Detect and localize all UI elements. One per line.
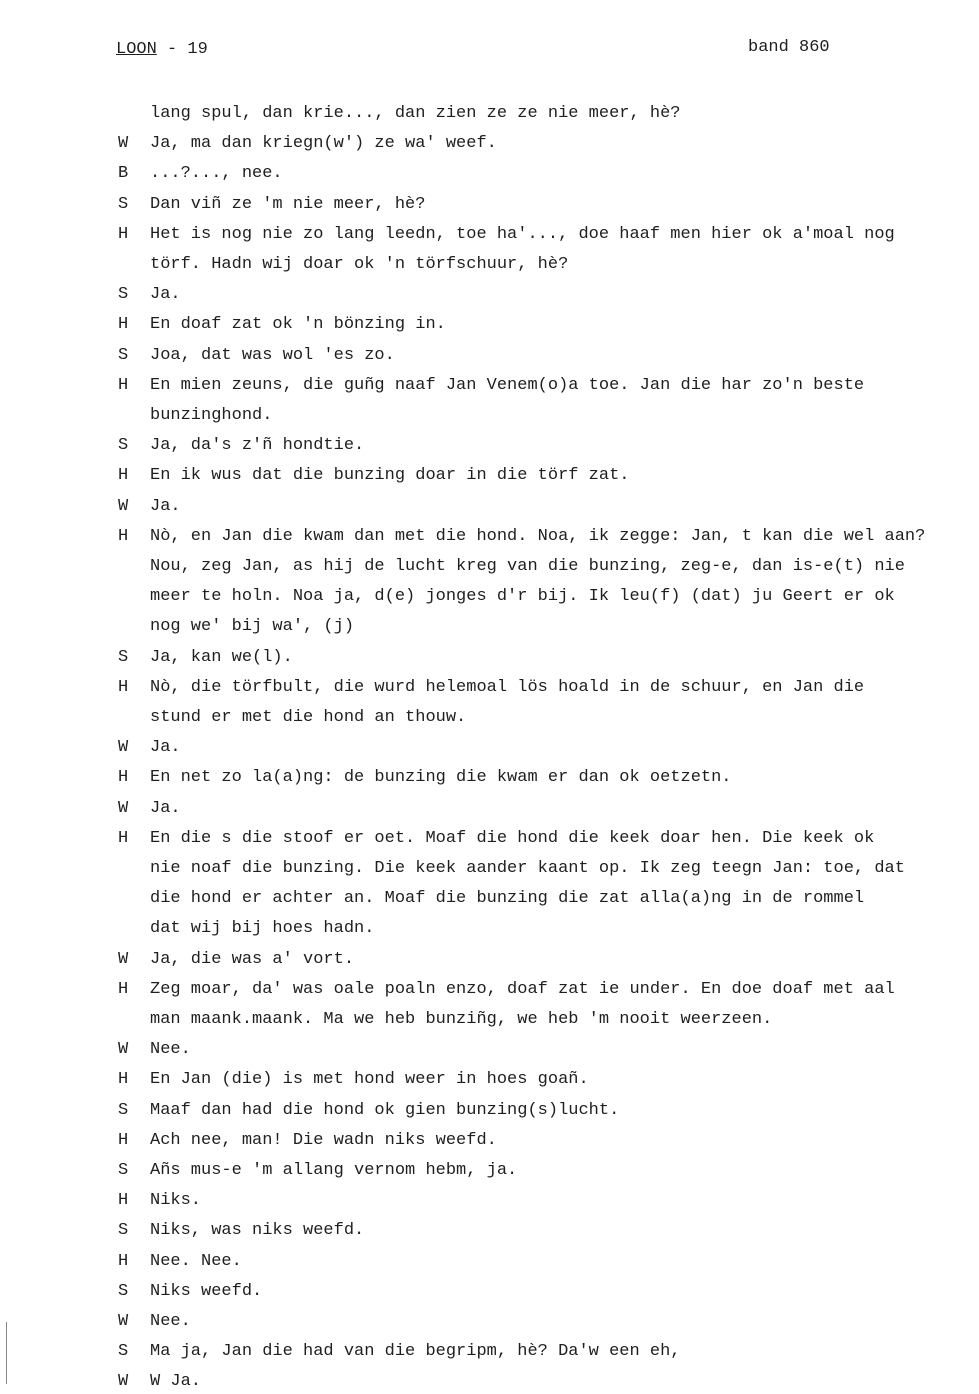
transcript-line	[0, 434, 979, 458]
transcript-line	[0, 162, 979, 186]
transcript-line	[0, 1159, 979, 1183]
transcript-line	[0, 917, 979, 941]
line-text: meer te holn. Noa ja, d(e) jonges d'r bij. Ik leu(f) (dat) ju Geert er ok	[150, 587, 895, 606]
line-text: Niks.	[150, 1191, 202, 1210]
line-text: nie noaf die bunzing. Die keek aander kaant op. Ik zeg teegn Jan: toe, dat	[150, 859, 905, 878]
transcript-line	[0, 887, 979, 911]
line-text: En mien zeuns, die guñg naaf Jan Venem(o)a toe. Jan die har zo'n beste	[150, 376, 865, 395]
margin-mark	[6, 1322, 7, 1384]
line-text: En ik wus dat die bunzing doar in die törf zat.	[150, 466, 630, 485]
speaker-label: S	[118, 346, 129, 365]
speaker-label: B	[118, 164, 129, 183]
transcript-line	[0, 827, 979, 851]
speaker-label: H	[118, 1252, 129, 1271]
line-text: Ja.	[150, 497, 181, 516]
line-text: bunzinghond.	[150, 406, 273, 425]
transcript-line	[0, 615, 979, 639]
transcript-line	[0, 1038, 979, 1062]
speaker-label: H	[118, 1131, 129, 1150]
line-text: Ma ja, Jan die had van die begripm, hè? Da'w een eh,	[150, 1342, 681, 1361]
speaker-label: S	[118, 1282, 129, 1301]
transcript-line	[0, 978, 979, 1002]
transcript-line	[0, 585, 979, 609]
transcript-line	[0, 1129, 979, 1153]
transcript-line	[0, 766, 979, 790]
transcript-line	[0, 676, 979, 700]
transcript-line	[0, 1280, 979, 1304]
transcript-line	[0, 495, 979, 519]
transcript-line	[0, 253, 979, 277]
transcript-line	[0, 1008, 979, 1032]
line-text: ...?..., nee.	[150, 164, 283, 183]
speaker-label: S	[118, 285, 129, 304]
speaker-label: S	[118, 1342, 129, 1361]
transcript-line	[0, 313, 979, 337]
transcript-line	[0, 525, 979, 549]
transcript-line	[0, 736, 979, 760]
line-text: Añs mus-e 'm allang vernom hebm, ja.	[150, 1161, 518, 1180]
line-text: Zeg moar, da' was oale poaln enzo, doaf zat ie under. En doe doaf met aal	[150, 980, 895, 999]
line-text: En die s die stoof er oet. Moaf die hond die keek doar hen. Die keek ok	[150, 829, 875, 848]
line-text: Niks weefd.	[150, 1282, 263, 1301]
speaker-label: H	[118, 527, 129, 546]
speaker-label: W	[118, 738, 129, 757]
speaker-label: H	[118, 376, 129, 395]
line-text: Het is nog nie zo lang leedn, toe ha'..., doe haaf men hier ok a'moal nog	[150, 225, 895, 244]
transcript-line	[0, 857, 979, 881]
line-text: Nee.	[150, 1312, 191, 1331]
speaker-label: S	[118, 195, 129, 214]
line-text: nog we' bij wa', (j)	[150, 617, 355, 636]
line-text: Dan viñ ze 'm nie meer, hè?	[150, 195, 426, 214]
speaker-label: H	[118, 980, 129, 999]
header-separator: -	[156, 40, 188, 59]
line-text: Nee.	[150, 1040, 191, 1059]
line-text: Ja.	[150, 285, 181, 304]
line-text: Joa, dat was wol 'es zo.	[150, 346, 395, 365]
line-text: dat wij bij hoes hadn.	[150, 919, 375, 938]
line-text: man maank.maank. Ma we heb bunziñg, we heb 'm nooit weerzeen.	[150, 1010, 773, 1029]
transcript-line	[0, 344, 979, 368]
speaker-label: H	[118, 1070, 129, 1089]
line-text: En doaf zat ok 'n bönzing in.	[150, 315, 446, 334]
line-text: Ja.	[150, 738, 181, 757]
line-text: En net zo la(a)ng: de bunzing die kwam er dan ok oetzetn.	[150, 768, 732, 787]
speaker-label: S	[118, 1161, 129, 1180]
line-text: Ja.	[150, 799, 181, 818]
transcript-line	[0, 797, 979, 821]
transcript-line	[0, 1310, 979, 1334]
speaker-label: W	[118, 497, 129, 516]
speaker-label: S	[118, 1101, 129, 1120]
transcript-line	[0, 948, 979, 972]
transcript-line	[0, 1219, 979, 1243]
line-text: die hond er achter an. Moaf die bunzing die zat alla(a)ng in de rommel	[150, 889, 865, 908]
line-text: Ach nee, man! Die wadn niks weefd.	[150, 1131, 497, 1150]
line-text: Nee. Nee.	[150, 1252, 242, 1271]
speaker-label: H	[118, 466, 129, 485]
transcript-line	[0, 102, 979, 126]
line-text: Maaf dan had die hond ok gien bunzing(s)lucht.	[150, 1101, 620, 1120]
speaker-label: W	[118, 1040, 129, 1059]
transcript-line	[0, 646, 979, 670]
transcript-line	[0, 1099, 979, 1123]
line-text: W Ja.	[150, 1372, 202, 1391]
speaker-label: W	[118, 950, 129, 969]
transcript-line	[0, 1250, 979, 1274]
transcript-line	[0, 555, 979, 579]
line-text: Nou, zeg Jan, as hij de lucht kreg van die bunzing, zeg-e, dan is-e(t) nie	[150, 557, 905, 576]
transcript-line	[0, 706, 979, 730]
speaker-label: H	[118, 768, 129, 787]
speaker-label: H	[118, 1191, 129, 1210]
line-text: Nò, die törfbult, die wurd helemoal lös hoald in de schuur, en Jan die	[150, 678, 865, 697]
speaker-label: W	[118, 134, 129, 153]
speaker-label: H	[118, 225, 129, 244]
line-text: Ja, da's z'ñ hondtie.	[150, 436, 365, 455]
line-text: Nò, en Jan die kwam dan met die hond. Noa, ik zegge: Jan, t kan die wel aan?	[150, 527, 926, 546]
line-text: Ja, die was a' vort.	[150, 950, 355, 969]
line-text: stund er met die hond an thouw.	[150, 708, 467, 727]
transcript-line	[0, 193, 979, 217]
speaker-label: S	[118, 648, 129, 667]
speaker-label: H	[118, 678, 129, 697]
page-number: 19	[187, 40, 208, 59]
transcript-line	[0, 132, 979, 156]
transcript-line	[0, 283, 979, 307]
line-text: En Jan (die) is met hond weer in hoes goañ.	[150, 1070, 589, 1089]
transcript-line	[0, 374, 979, 398]
transcript-line	[0, 223, 979, 247]
line-text: Ja, kan we(l).	[150, 648, 293, 667]
speaker-label: W	[118, 1372, 129, 1391]
transcript-line	[0, 1068, 979, 1092]
band-label: band 860	[748, 38, 830, 57]
speaker-label: S	[118, 436, 129, 455]
speaker-label: W	[118, 1312, 129, 1331]
transcript-line	[0, 1370, 979, 1394]
transcript-line	[0, 404, 979, 428]
speaker-label: H	[118, 829, 129, 848]
speaker-label: S	[118, 1221, 129, 1240]
transcript-line	[0, 464, 979, 488]
line-text: lang spul, dan krie..., dan zien ze ze nie meer, hè?	[150, 104, 681, 123]
line-text: Ja, ma dan kriegn(w') ze wa' weef.	[150, 134, 497, 153]
place-name: LOON	[116, 40, 157, 59]
line-text: törf. Hadn wij doar ok 'n törfschuur, hè?	[150, 255, 569, 274]
transcript-line	[0, 1189, 979, 1213]
speaker-label: H	[118, 315, 129, 334]
speaker-label: W	[118, 799, 129, 818]
line-text: Niks, was niks weefd.	[150, 1221, 365, 1240]
transcript-line	[0, 1340, 979, 1364]
